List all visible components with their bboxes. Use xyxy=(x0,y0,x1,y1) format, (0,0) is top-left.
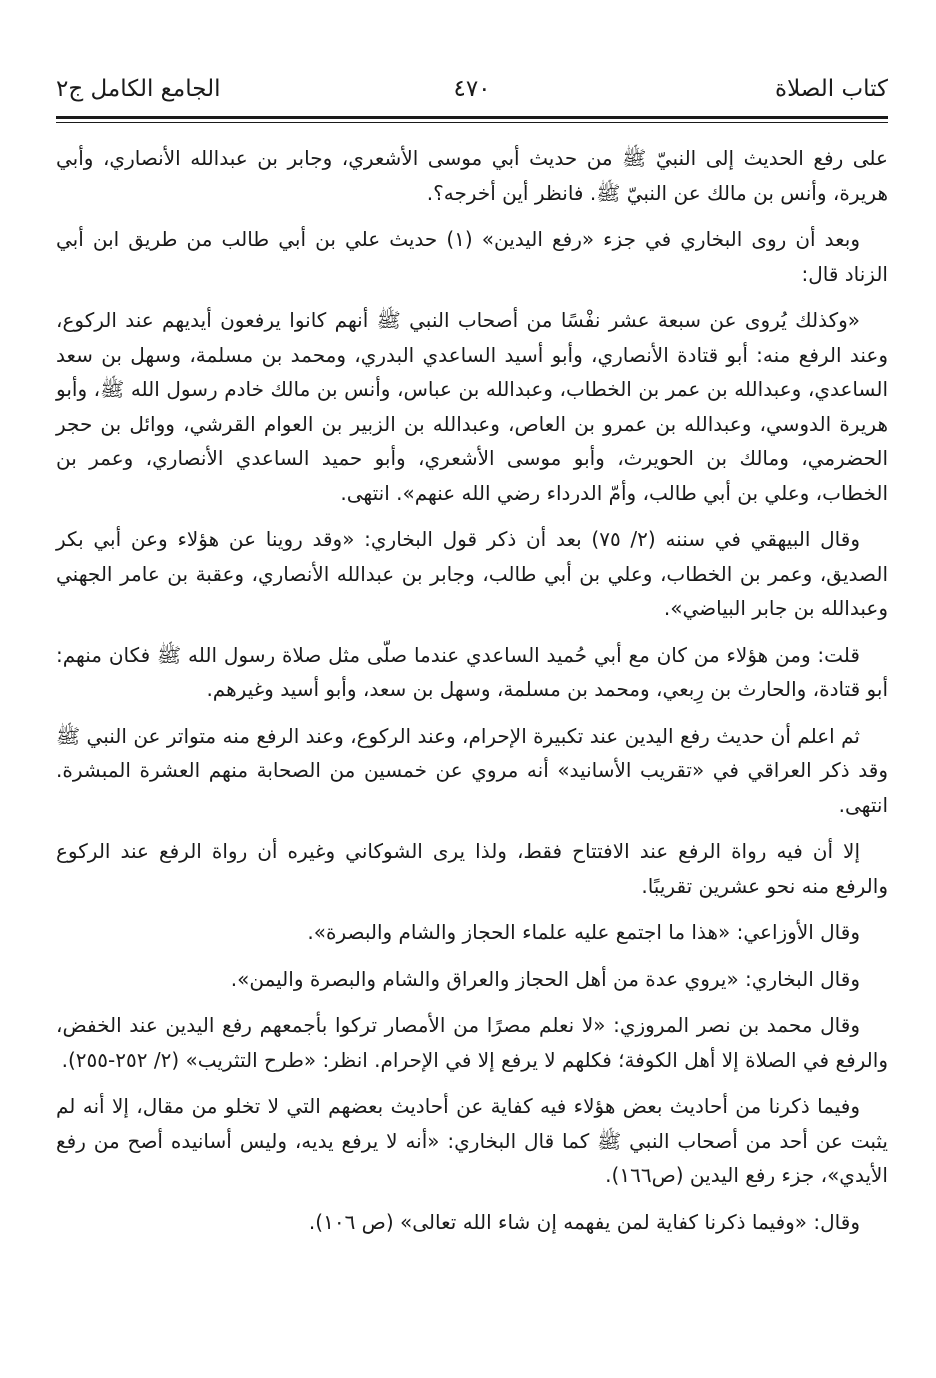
book-page xyxy=(56,70,888,1251)
paragraph: وقال الأوزاعي: «هذا ما اجتمع عليه علماء الحجاز والشام والبصرة». xyxy=(307,920,860,944)
book-title: الجامع الكامل ج٢ xyxy=(56,76,221,102)
running-header xyxy=(56,70,888,116)
quote-paragraph: «وكذلك يُروى عن سبعة عشر نفْسًا من أصحاب النبي ﷺ أنهم كانوا يرفعون أيديهم عند الركوع، وعند الرفع منه: أبو قتادة الأنصاري، وأبو أسيد الساعدي البدري، ومحمد بن مسلمة، وسهل بن سعد الساعدي، وعبدالله بن عمر بن الخطاب، وعبدالله بن عباس، وأنس بن مالك خادم رسول الله ﷺ، وأبو هريرة الدوسي، وعبدالله بن عمرو بن العاص، وعبدالله بن الزبير بن العوام القرشي، ووائل بن حجر الحضرمي، ومالك بن الحويرث، وأبو موسى الأشعري، وأبو حميد الساعدي الأنصاري، وعمر بن الخطاب، وعلي بن أبي طالب، وأمّ الدرداء رضي الله عنهم». انتهى. xyxy=(56,308,888,505)
paragraph: وقال البيهقي في سننه (٢/ ٧٥) بعد أن ذكر قول البخاري: «وقد روينا عن هؤلاء وعن أبي بكر الصديق، وعمر بن الخطاب، وعلي بن أبي طالب، وجابر بن عبدالله الأنصاري، وعقبة بن عامر الجهني وعبدالله بن جابر البياضي». xyxy=(56,527,888,620)
header-rule-thin xyxy=(56,122,888,123)
paragraph: وقال محمد بن نصر المروزي: «لا نعلم مصرًا من الأمصار تركوا بأجمعهم رفع اليدين عند الخفض، والرفع في الصلاة إلا أهل الكوفة؛ فكلهم لا يرفع إلا في الإحرام. انظر: «طرح التثريب» (٢/ ٢٥٢-٢٥٥). xyxy=(56,1013,888,1072)
paragraph: ثم اعلم أن حديث رفع اليدين عند تكبيرة الإحرام، وعند الركوع، وعند الرفع منه متواتر عن النبي ﷺ وقد ذكر العراقي في «تقريب الأسانيد» أنه مروي عن خمسين من الصحابة منهم العشرة المبشرة. انتهى. xyxy=(56,723,888,817)
paragraph: وقال البخاري: «يروي عدة من أهل الحجاز والعراق والشام والبصرة واليمن». xyxy=(230,966,860,991)
paragraph: وبعد أن روى البخاري في جزء «رفع اليدين» (١) حديث علي بن أبي طالب من طريق ابن أبي الزناد قال: xyxy=(56,227,888,286)
page-body xyxy=(56,141,888,1239)
paragraph: إلا أن فيه رواة الرفع عند الافتتاح فقط، ولذا يرى الشوكاني وغيره أن رواة الرفع عند الركوع والرفع منه نحو عشرين تقريبًا. xyxy=(56,839,888,898)
chapter-title: كتاب الصلاة xyxy=(775,76,888,102)
paragraph: قلت: ومن هؤلاء من كان مع أبي حُميد الساعدي عندما صلّى مثل صلاة رسول الله ﷺ فكان منهم: أبو قتادة، والحارث بن رِبعي، ومحمد بن مسلمة، وسهل بن سعد، وأبو أسيد وغيرهم. xyxy=(56,642,888,701)
paragraph: وفيما ذكرنا من أحاديث بعض هؤلاء فيه كفاية عن أحاديث بعضهم التي لا تخلو من مقال، إلا أنه لم يثبت عن أحد من أصحاب النبي ﷺ كما قال البخاري: «أنه لا يرفع يديه، وليس أسانيده أصح من رفع الأيدي»، جزء رفع اليدين (ص١٦٦). xyxy=(56,1094,888,1187)
paragraph: على رفع الحديث إلى النبيّ ﷺ من حديث أبي موسى الأشعري، وجابر بن عبدالله الأنصاري، وأبي هريرة، وأنس بن مالك عن النبيّ ﷺ. فانظر أين أخرجه؟. xyxy=(56,146,888,205)
page-number: ٤٧٠ xyxy=(453,76,491,102)
paragraph: وقال: «وفيما ذكرنا كفاية لمن يفهمه إن شاء الله تعالى» (ص ١٠٦). xyxy=(308,1209,860,1234)
header-rule-thick xyxy=(56,116,888,119)
